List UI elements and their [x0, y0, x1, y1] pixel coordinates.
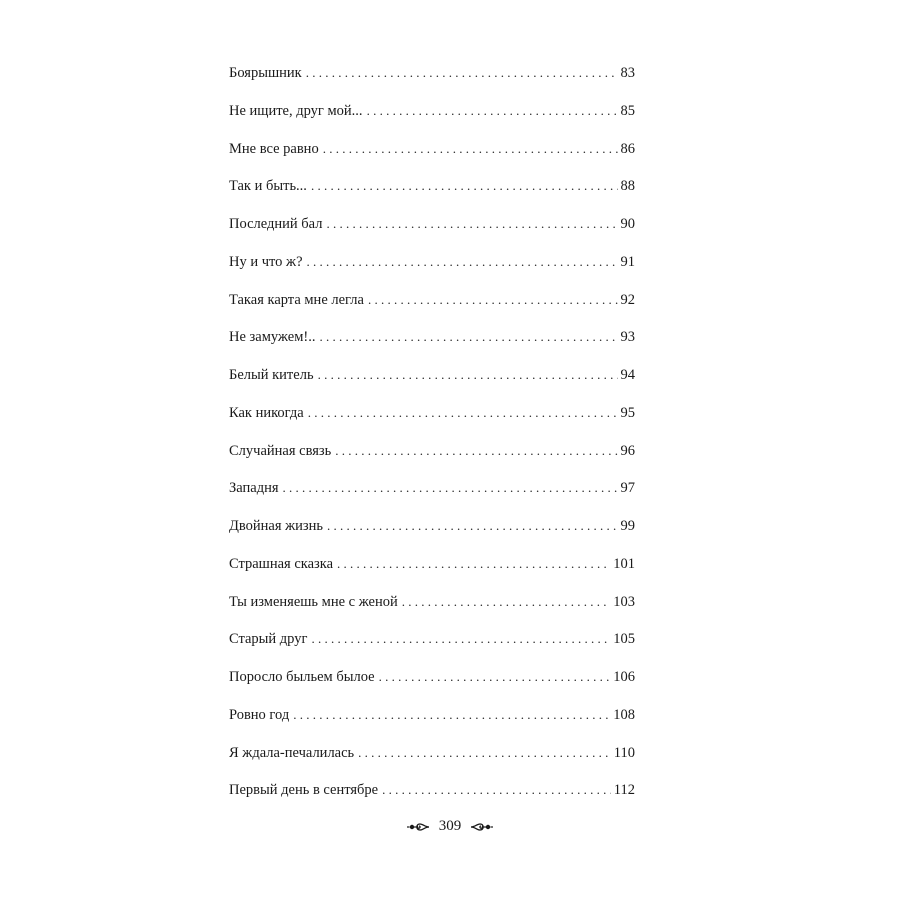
toc-dot-leader	[363, 99, 618, 123]
toc-dot-leader	[375, 665, 611, 689]
toc-entry-page: 94	[620, 367, 635, 383]
toc-dot-leader	[315, 325, 617, 349]
toc-dot-leader	[322, 212, 617, 236]
toc-entry-title: Западня	[229, 480, 279, 497]
toc-dot-leader	[304, 401, 618, 425]
toc-entry	[229, 741, 635, 779]
toc-entry-title: Старый друг	[229, 631, 308, 648]
toc-dot-leader	[302, 61, 618, 85]
toc-entry	[229, 665, 635, 703]
table-of-contents	[229, 61, 635, 816]
toc-dot-leader	[319, 137, 618, 161]
toc-entry	[229, 778, 635, 816]
toc-entry-title: Случайная связь	[229, 442, 332, 459]
toc-dot-leader	[289, 703, 610, 727]
page-folio	[0, 818, 900, 835]
toc-entry-page: 101	[613, 555, 635, 572]
toc-entry	[229, 590, 635, 628]
toc-entry-page: 83	[620, 65, 635, 81]
toc-entry-title: Белый китель	[229, 367, 314, 383]
toc-entry-page: 103	[613, 593, 635, 610]
toc-entry-title: Мне все равно	[229, 140, 319, 157]
toc-entry-page: 106	[613, 669, 635, 685]
toc-entry-page: 95	[620, 404, 635, 421]
fleuron-ornament-left-icon	[405, 819, 431, 835]
toc-entry-page: 85	[620, 102, 635, 119]
toc-entry-page: 99	[620, 518, 635, 534]
toc-entry-title: Боярышник	[229, 65, 302, 81]
toc-entry	[229, 703, 635, 741]
toc-entry	[229, 212, 635, 250]
toc-dot-leader	[398, 590, 610, 614]
toc-entry-page: 112	[613, 782, 635, 799]
toc-dot-leader	[307, 627, 610, 651]
toc-entry	[229, 99, 635, 137]
toc-entry-page: 105	[613, 631, 635, 648]
toc-entry-title: Ровно год	[229, 706, 290, 723]
toc-entry-title: Поросло быльем былое	[229, 669, 375, 685]
toc-entry	[229, 627, 635, 665]
toc-dot-leader	[378, 778, 611, 802]
toc-entry-page: 110	[613, 744, 635, 761]
toc-entry-title: Я ждала-печалилась	[229, 744, 355, 761]
toc-entry-title: Не ищите, друг мой...	[229, 102, 363, 119]
toc-entry	[229, 250, 635, 288]
toc-entry	[229, 325, 635, 363]
toc-entry-title: Первый день в сентябре	[229, 782, 379, 799]
toc-entry	[229, 401, 635, 439]
toc-entry	[229, 288, 635, 326]
fleuron-ornament-right-icon	[469, 819, 495, 835]
toc-dot-leader	[364, 288, 618, 312]
toc-entry	[229, 514, 635, 552]
toc-entry-title: Такая карта мне легла	[229, 291, 364, 308]
toc-entry-page: 91	[620, 253, 635, 270]
toc-dot-leader	[279, 476, 618, 500]
toc-dot-leader	[354, 741, 611, 765]
toc-dot-leader	[307, 174, 618, 198]
toc-entry-page: 90	[620, 216, 635, 232]
toc-entry-title: Ты изменяешь мне с женой	[229, 593, 398, 610]
toc-entry	[229, 137, 635, 175]
toc-dot-leader	[333, 552, 610, 576]
toc-entry-title: Как никогда	[229, 404, 304, 421]
toc-entry-title: Последний бал	[229, 216, 323, 232]
toc-dot-leader	[331, 439, 617, 463]
toc-entry	[229, 476, 635, 514]
toc-dot-leader	[323, 514, 617, 538]
toc-entry	[229, 174, 635, 212]
toc-entry-title: Страшная сказка	[229, 555, 334, 572]
page-number: 309	[438, 818, 462, 834]
toc-entry-page: 92	[620, 291, 635, 308]
toc-entry-title: Ну и что ж?	[229, 253, 303, 270]
toc-entry-page: 96	[620, 442, 635, 459]
toc-entry-page: 86	[620, 140, 635, 157]
toc-dot-leader	[314, 363, 618, 387]
toc-dot-leader	[303, 250, 618, 274]
toc-entry-title: Так и быть...	[229, 178, 307, 195]
toc-entry-page: 108	[613, 706, 635, 723]
toc-entry-page: 97	[620, 480, 635, 497]
toc-entry-page: 93	[620, 329, 635, 346]
toc-entry-title: Не замужем!..	[229, 329, 316, 346]
toc-entry	[229, 552, 635, 590]
toc-entry-page: 88	[620, 178, 635, 195]
toc-entry	[229, 61, 635, 99]
toc-entry-title: Двойная жизнь	[229, 518, 324, 534]
toc-entry	[229, 439, 635, 477]
toc-entry	[229, 363, 635, 401]
